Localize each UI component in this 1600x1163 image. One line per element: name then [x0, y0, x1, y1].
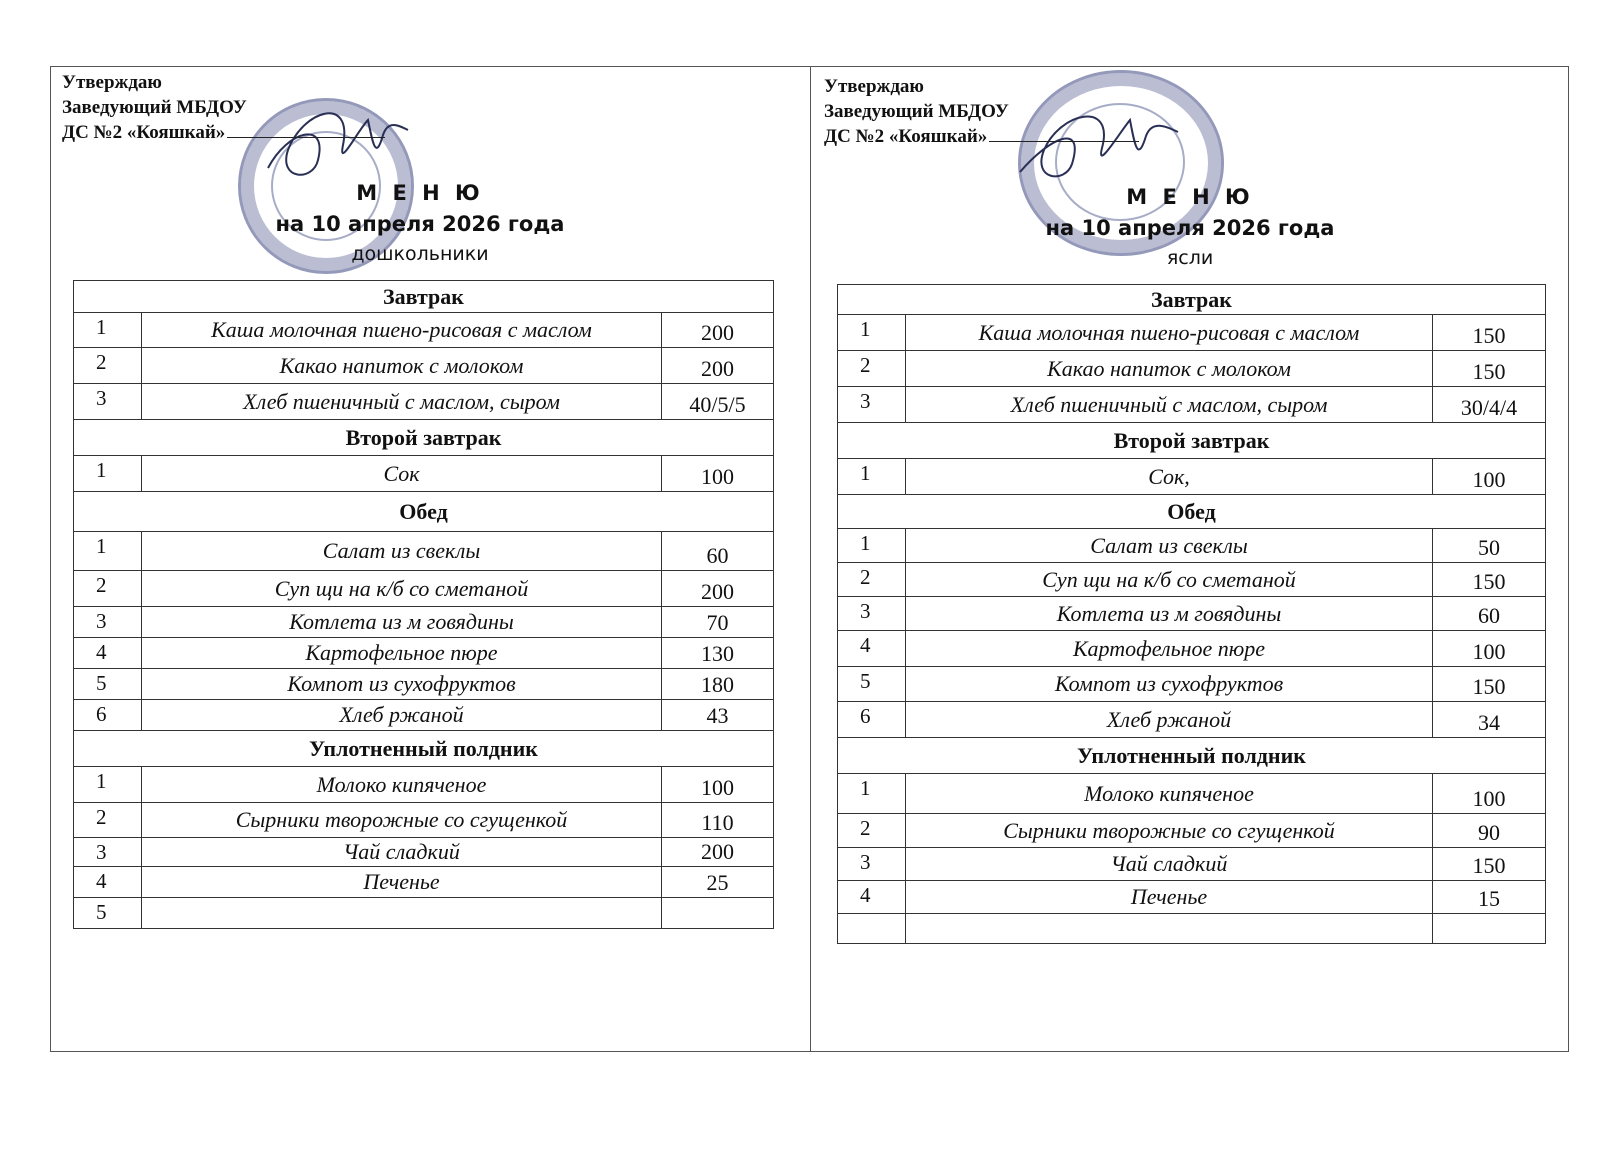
portion-weight: 15 [1433, 881, 1546, 914]
menu-item-row [74, 532, 774, 571]
menu-item-row [838, 387, 1546, 423]
menu-item-row [74, 838, 774, 867]
menu-item-row [838, 881, 1546, 914]
menu-item-row [838, 315, 1546, 351]
item-number: 6 [74, 700, 142, 731]
item-number: 1 [838, 774, 906, 814]
menu-table-right [837, 284, 1546, 944]
portion-weight: 100 [1433, 774, 1546, 814]
portion-weight: 100 [662, 456, 774, 492]
dish-name: Салат из свеклы [906, 529, 1433, 563]
portion-weight: 60 [1433, 597, 1546, 631]
portion-weight: 110 [662, 803, 774, 838]
dish-name [142, 898, 662, 929]
portion-weight: 25 [662, 867, 774, 898]
menu-date: на 10 апреля 2026 года [1045, 216, 1335, 240]
portion-weight: 90 [1433, 814, 1546, 848]
item-number: 1 [838, 529, 906, 563]
menu-item-row [838, 667, 1546, 702]
item-number: 4 [74, 638, 142, 669]
portion-weight: 200 [662, 571, 774, 607]
section-title: Второй завтрак [838, 423, 1546, 459]
menu-item-row [74, 898, 774, 929]
item-number: 1 [74, 767, 142, 803]
item-number: 2 [838, 814, 906, 848]
item-number: 4 [74, 867, 142, 898]
dish-name: Каша молочная пшено-рисовая с маслом [142, 313, 662, 348]
dish-name: Суп щи на к/б со сметаной [142, 571, 662, 607]
dish-name: Хлеб пшеничный с маслом, сыром [142, 384, 662, 420]
portion-weight: 150 [1433, 315, 1546, 351]
portion-weight: 150 [1433, 351, 1546, 387]
item-number: 2 [838, 351, 906, 387]
item-number: 3 [838, 848, 906, 881]
menu-item-row [838, 848, 1546, 881]
menu-group: дошкольники [351, 243, 489, 265]
portion-weight: 150 [1433, 848, 1546, 881]
menu-item-row [74, 638, 774, 669]
item-number: 3 [74, 384, 142, 420]
portion-weight: 60 [662, 532, 774, 571]
dish-name: Котлета из м говядины [142, 607, 662, 638]
dish-name [906, 914, 1433, 944]
section-header-row [74, 492, 774, 532]
item-number: 6 [838, 702, 906, 738]
portion-weight: 130 [662, 638, 774, 669]
menu-item-row [838, 459, 1546, 495]
section-title: Завтрак [74, 281, 774, 313]
menu-date: на 10 апреля 2026 года [275, 212, 565, 236]
section-header-row [838, 495, 1546, 529]
section-title: Уплотненный полдник [838, 738, 1546, 774]
menu-title-left [250, 178, 590, 268]
portion-weight: 200 [662, 313, 774, 348]
menu-title-right [1020, 182, 1360, 272]
portion-weight [1433, 914, 1546, 944]
menu-item-row [838, 529, 1546, 563]
portion-weight: 150 [1433, 667, 1546, 702]
section-title: Уплотненный полдник [74, 731, 774, 767]
item-number: 4 [838, 631, 906, 667]
dish-name: Молоко кипяченое [142, 767, 662, 803]
approval-block-left [62, 70, 385, 145]
portion-weight: 30/4/4 [1433, 387, 1546, 423]
dish-name: Сырники творожные со сгущенкой [906, 814, 1433, 848]
section-header-row [74, 281, 774, 313]
dish-name: Сок [142, 456, 662, 492]
menu-item-row [838, 914, 1546, 944]
section-header-row [838, 423, 1546, 459]
menu-item-row [74, 607, 774, 638]
dish-name: Какао напиток с молоком [142, 348, 662, 384]
dish-name: Сок, [906, 459, 1433, 495]
portion-weight [662, 898, 774, 929]
menu-item-row [74, 700, 774, 731]
menu-heading: М Е Н Ю [356, 181, 484, 205]
menu-item-row [74, 571, 774, 607]
portion-weight: 100 [1433, 459, 1546, 495]
menu-item-row [74, 867, 774, 898]
approval-line-2: Заведующий МБДОУ [824, 101, 1009, 122]
menu-item-row [838, 631, 1546, 667]
dish-name: Хлеб ржаной [142, 700, 662, 731]
item-number: 4 [838, 881, 906, 914]
item-number: 3 [838, 387, 906, 423]
dish-name: Суп щи на к/б со сметаной [906, 563, 1433, 597]
menu-item-row [74, 803, 774, 838]
dish-name: Котлета из м говядины [906, 597, 1433, 631]
item-number: 1 [74, 313, 142, 348]
portion-weight: 34 [1433, 702, 1546, 738]
portion-weight: 100 [1433, 631, 1546, 667]
approval-line-1: Утверждаю [824, 76, 924, 97]
menu-item-row [838, 814, 1546, 848]
dish-name: Чай сладкий [142, 838, 662, 867]
menu-item-row [74, 313, 774, 348]
menu-item-row [838, 774, 1546, 814]
item-number: 5 [74, 669, 142, 700]
menu-item-row [74, 384, 774, 420]
menu-heading: М Е Н Ю [1126, 185, 1254, 209]
menu-item-row [838, 563, 1546, 597]
dish-name: Компот из сухофруктов [142, 669, 662, 700]
approval-block-right [824, 74, 1139, 149]
section-header-row [74, 731, 774, 767]
approval-line-2: Заведующий МБДОУ [62, 97, 247, 118]
dish-name: Картофельное пюре [142, 638, 662, 669]
item-number: 1 [74, 532, 142, 571]
menu-table-left [73, 280, 774, 929]
dish-name: Печенье [906, 881, 1433, 914]
item-number: 3 [838, 597, 906, 631]
menu-group: ясли [1166, 247, 1214, 269]
dish-name: Хлеб ржаной [906, 702, 1433, 738]
portion-weight: 50 [1433, 529, 1546, 563]
dish-name: Молоко кипяченое [906, 774, 1433, 814]
menu-item-row [74, 456, 774, 492]
item-number: 2 [74, 348, 142, 384]
item-number: 2 [74, 571, 142, 607]
item-number: 5 [74, 898, 142, 929]
dish-name: Сырники творожные со сгущенкой [142, 803, 662, 838]
approval-line-3: ДС №2 «Кояшкай» [62, 122, 226, 143]
dish-name: Чай сладкий [906, 848, 1433, 881]
approval-line-3: ДС №2 «Кояшкай» [824, 126, 988, 147]
portion-weight: 200 [662, 348, 774, 384]
portion-weight: 70 [662, 607, 774, 638]
signature-line [989, 140, 1139, 142]
section-header-row [838, 285, 1546, 315]
section-title: Обед [74, 492, 774, 532]
dish-name: Компот из сухофруктов [906, 667, 1433, 702]
item-number: 1 [838, 315, 906, 351]
menu-item-row [74, 669, 774, 700]
section-header-row [838, 738, 1546, 774]
dish-name: Каша молочная пшено-рисовая с маслом [906, 315, 1433, 351]
menu-item-row [74, 767, 774, 803]
menu-item-row [838, 597, 1546, 631]
portion-weight: 150 [1433, 563, 1546, 597]
menu-item-row [74, 348, 774, 384]
dish-name: Салат из свеклы [142, 532, 662, 571]
section-title: Второй завтрак [74, 420, 774, 456]
dish-name: Какао напиток с молоком [906, 351, 1433, 387]
menu-item-row [838, 351, 1546, 387]
portion-weight: 200 [662, 838, 774, 867]
dish-name: Печенье [142, 867, 662, 898]
item-number: 3 [74, 607, 142, 638]
portion-weight: 100 [662, 767, 774, 803]
item-number: 1 [74, 456, 142, 492]
item-number: 3 [74, 838, 142, 867]
portion-weight: 180 [662, 669, 774, 700]
portion-weight: 40/5/5 [662, 384, 774, 420]
center-divider [810, 66, 811, 1052]
item-number: 1 [838, 459, 906, 495]
item-number [838, 914, 906, 944]
dish-name: Хлеб пшеничный с маслом, сыром [906, 387, 1433, 423]
section-title: Завтрак [838, 285, 1546, 315]
dish-name: Картофельное пюре [906, 631, 1433, 667]
menu-item-row [838, 702, 1546, 738]
item-number: 2 [838, 563, 906, 597]
signature-line [227, 136, 385, 138]
item-number: 2 [74, 803, 142, 838]
item-number: 5 [838, 667, 906, 702]
section-title: Обед [838, 495, 1546, 529]
section-header-row [74, 420, 774, 456]
approval-line-1: Утверждаю [62, 72, 162, 93]
portion-weight: 43 [662, 700, 774, 731]
